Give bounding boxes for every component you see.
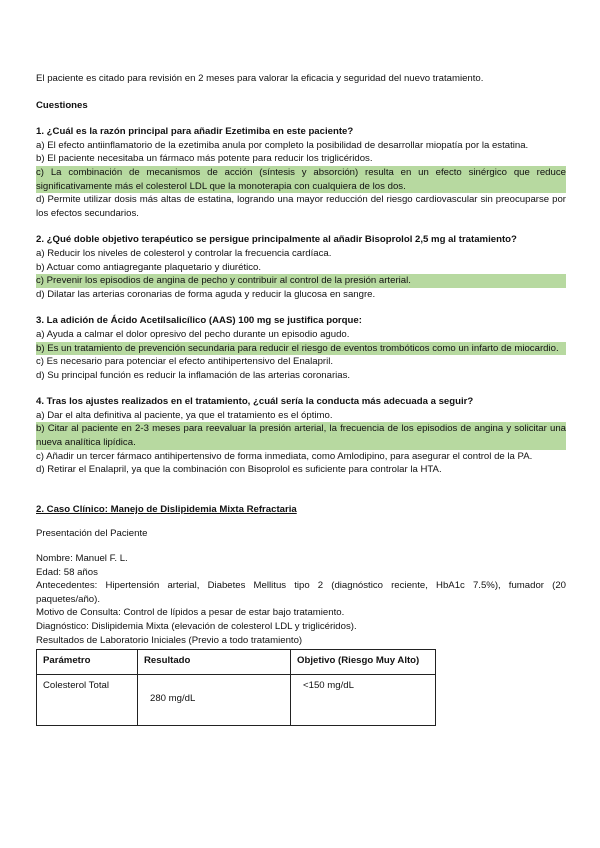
answer-option-correct: b) Es un tratamiento de prevención secundaria para reducir el riesgo de eventos trombóticos como un infarto de miocardio.	[36, 342, 566, 356]
patient-name: Nombre: Manuel F. L.	[36, 553, 128, 565]
answer-option: b) Actuar como antiagregante plaquetario y diurético.	[36, 261, 262, 273]
answer-option: c) Es necesario para potenciar el efecto antihipertensivo del Enalapril.	[36, 356, 334, 368]
answer-option: a) Dar el alta definitiva al paciente, ya que el tratamiento es el óptimo.	[36, 409, 333, 421]
answer-option-correct: c) La combinación de mecanismos de acción (síntesis y absorción) resulta en un efecto sinérgico que reduce significativamente más el colesterol LDL que la monoterapia con cualquiera de los dos.	[36, 166, 566, 192]
cell-parameter: Colesterol Total	[37, 675, 138, 726]
table-header-row	[37, 650, 436, 675]
presentation-heading: Presentación del Paciente	[36, 528, 148, 540]
answer-option: d) Permite utilizar dosis más altas de estatina, logrando una mayor reducción del riesgo cardiovascular sin preocuparse por los efectos secundarios.	[36, 194, 566, 219]
answer-option: d) Dilatar las arterias coronarias de forma aguda y reducir la glucosa en sangre.	[36, 288, 376, 300]
cell-target	[291, 675, 436, 726]
column-header-parameter: Parámetro	[37, 650, 138, 675]
answer-option: a) El efecto antiinflamatorio de la ezetimiba anula por completo la posibilidad de desarrollar miopatía por la estatina.	[36, 139, 529, 151]
answer-option: d) Su principal función es reducir la inflamación de las arterias coronarias.	[36, 369, 351, 381]
lab-heading: Resultados de Laboratorio Iniciales (Previo a todo tratamiento)	[36, 634, 303, 646]
column-header-result: Resultado	[138, 650, 291, 675]
case-title: 2. Caso Clínico: Manejo de Dislipidemia Mixta Refractaria	[36, 503, 297, 515]
consultation-reason: Motivo de Consulta: Control de lípidos a pesar de estar bajo tratamiento.	[36, 607, 345, 619]
question-title: 1. ¿Cuál es la razón principal para añadir Ezetimiba en este paciente?	[36, 126, 354, 138]
question-2	[36, 233, 566, 301]
answer-option: a) Reducir los niveles de colesterol y controlar la frecuencia cardíaca.	[36, 247, 332, 259]
answer-option-correct: b) Citar al paciente en 2-3 meses para reevaluar la presión arterial, la frecuencia de los episodios de angina y solicitar una nueva analítica lipídica.	[36, 423, 566, 449]
target-value: <150 mg/dL	[303, 680, 354, 692]
table-row	[37, 675, 436, 726]
question-title: 3. La adición de Ácido Acetilsalicílico (AAS) 100 mg se justifica porque:	[36, 315, 362, 327]
diagnosis: Diagnóstico: Dislipidemia Mixta (elevación de colesterol LDL y triglicéridos).	[36, 621, 357, 632]
patient-history: Antecedentes: Hipertensión arterial, Diabetes Mellitus tipo 2 (diagnóstico reciente, HbA1c 7.5%), fumador (20 paquetes/año).	[36, 580, 566, 605]
lab-results-table	[36, 649, 436, 726]
question-title: 4. Tras los ajustes realizados en el tratamiento, ¿cuál sería la conducta más adecuada a seguir?	[36, 396, 474, 408]
answer-option-correct: c) Prevenir los episodios de angina de pecho y contribuir al control de la presión arterial.	[36, 274, 566, 288]
answer-option: c) Añadir un tercer fármaco antihipertensivo de forma inmediata, como Amlodipino, para asegurar el control de la PA.	[36, 450, 533, 462]
question-title: 2. ¿Qué doble objetivo terapéutico se persigue principalmente al añadir Bisoprolol 2,5 mg al tratamiento?	[36, 234, 517, 246]
answer-option: d) Retirar el Enalapril, ya que la combinación con Bisoprolol es suficiente para controlar la HTA.	[36, 464, 442, 476]
question-3	[36, 314, 566, 382]
question-4	[36, 395, 566, 477]
patient-age: Edad: 58 años	[36, 566, 98, 578]
cuestiones-heading: Cuestiones	[36, 99, 88, 111]
cell-result	[138, 675, 291, 726]
question-1	[36, 125, 566, 220]
intro-paragraph: El paciente es citado para revisión en 2 meses para valorar la eficacia y seguridad del nuevo tratamiento.	[36, 73, 484, 84]
answer-option: a) Ayuda a calmar el dolor opresivo del pecho durante un episodio agudo.	[36, 328, 350, 340]
document-page	[36, 72, 566, 726]
column-header-target: Objetivo (Riesgo Muy Alto)	[291, 650, 436, 675]
result-value: 280 mg/dL	[150, 693, 196, 705]
answer-option: b) El paciente necesitaba un fármaco más potente para reducir los triglicéridos.	[36, 153, 373, 165]
